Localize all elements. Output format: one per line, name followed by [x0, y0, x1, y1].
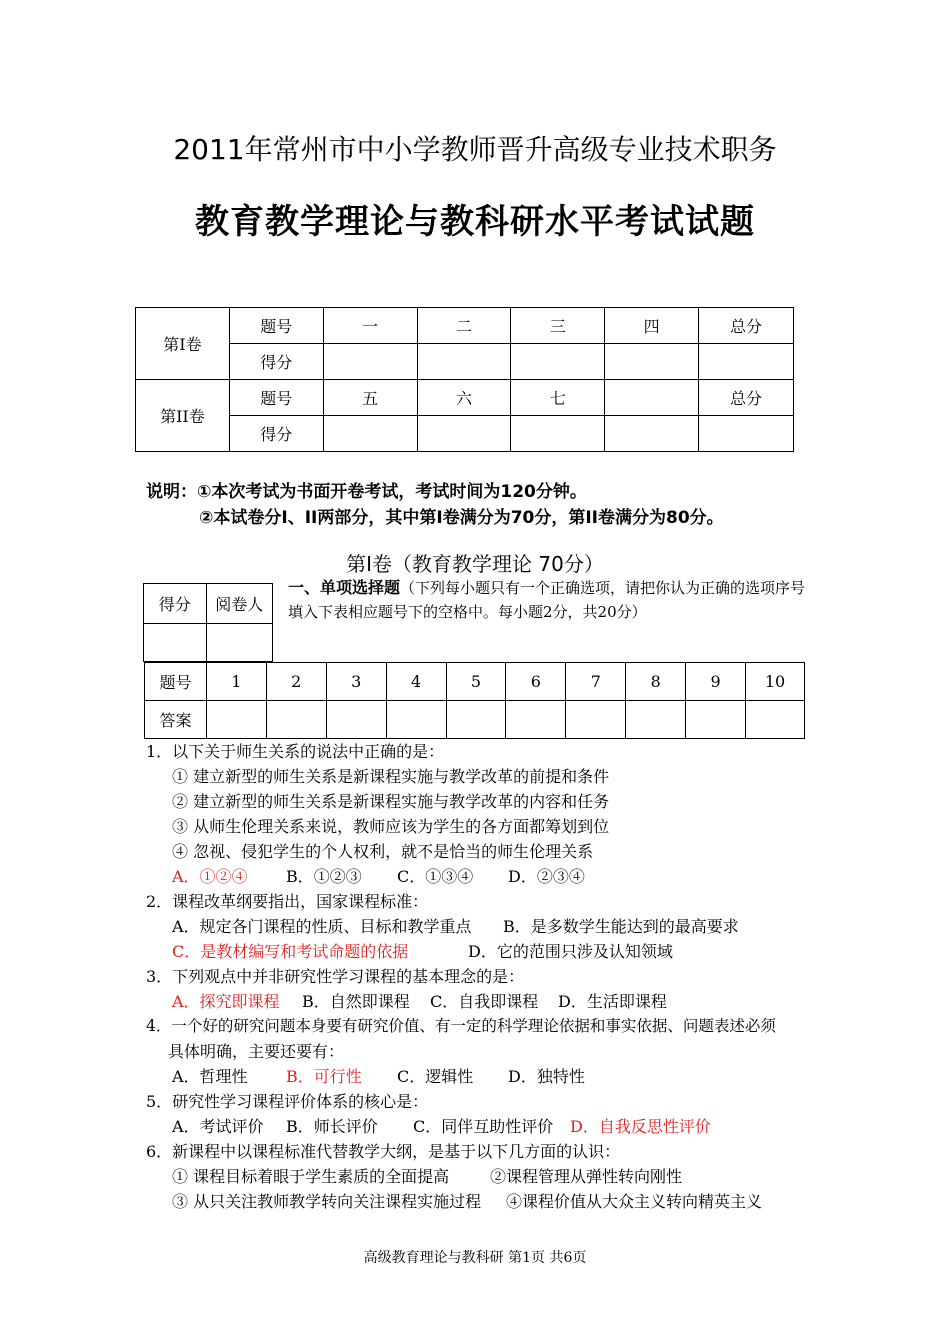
q6-option-1: ① 课程目标着眼于学生素质的全面提高 — [172, 1167, 450, 1186]
score-cell[interactable] — [605, 344, 699, 380]
page-footer: 高级教育理论与教科研 第1页 共6页 — [363, 1250, 587, 1266]
grader-score-cell[interactable] — [144, 624, 207, 662]
q5-choice-b: B．师长评价 — [286, 1117, 378, 1136]
answer-cell[interactable] — [386, 701, 446, 739]
notes-line2: ②本试卷分I、II两部分，其中第I卷满分为70分，第II卷满分为80分。 — [199, 508, 724, 528]
col-header: 一 — [323, 308, 417, 344]
answer-num: 6 — [506, 663, 566, 701]
col-header: 二 — [417, 308, 511, 344]
q1-option-1: ① 建立新型的师生关系是新课程实施与教学改革的前提和条件 — [172, 767, 610, 786]
answer-num: 1 — [206, 663, 266, 701]
answer-num: 7 — [566, 663, 626, 701]
vol1-label: 第I卷 — [136, 308, 230, 380]
answer-cell[interactable] — [746, 701, 805, 739]
q4-stem-cont: 具体明确，主要还要有： — [168, 1042, 345, 1061]
q1-choice-d: D．②③④ — [508, 867, 585, 886]
q2-choice-d: D．它的范围只涉及认知领域 — [468, 942, 673, 961]
q5-stem: 5．研究性学习课程评价体系的核心是： — [146, 1092, 429, 1111]
part-instruction — [288, 576, 818, 624]
row-num-label: 题号 — [229, 380, 323, 416]
grader-table — [143, 583, 273, 662]
answer-cell[interactable] — [446, 701, 506, 739]
col-header: 七 — [511, 380, 605, 416]
answer-num: 10 — [746, 663, 805, 701]
title-line1: 2011年常州市中小学教师晋升高级专业技术职务 — [173, 133, 777, 166]
q4-choice-c: C．逻辑性 — [397, 1067, 474, 1086]
answer-table — [144, 662, 805, 739]
answer-cell[interactable] — [506, 701, 566, 739]
q6-option-3: ③ 从只关注教师教学转向关注课程实施过程 — [172, 1192, 482, 1211]
q6-stem: 6．新课程中以课程标准代替教学大纲，是基于以下几方面的认识： — [146, 1142, 621, 1161]
col-header: 三 — [511, 308, 605, 344]
col-header: 六 — [417, 380, 511, 416]
vol2-label: 第II卷 — [136, 380, 230, 452]
q2-stem: 2．课程改革纲要指出，国家课程标准： — [146, 892, 429, 911]
part-instruction-text: （下列每小题只有一个正确选项，请把你认为正确的选项序号填入下表相应题号下的空格中。每小题2分，共20分） — [288, 579, 806, 621]
row-score-label: 得分 — [229, 416, 323, 452]
answer-cell[interactable] — [266, 701, 326, 739]
answer-cell[interactable] — [626, 701, 686, 739]
notes-label: 说明： — [146, 482, 197, 502]
answer-num: 4 — [386, 663, 446, 701]
answer-cell[interactable] — [566, 701, 626, 739]
col-header — [605, 380, 699, 416]
answer-row-num-label: 题号 — [145, 663, 207, 701]
q1-choice-c: C．①③④ — [397, 867, 474, 886]
score-cell[interactable] — [323, 344, 417, 380]
score-cell[interactable] — [417, 416, 511, 452]
q4-stem: 4．一个好的研究问题本身要有研究价值、有一定的科学理论依据和事实依据、问题表述必须 — [146, 1017, 776, 1035]
score-cell[interactable] — [699, 344, 794, 380]
q3-stem: 3．下列观点中并非研究性学习课程的基本理念的是： — [146, 967, 525, 986]
q3-choice-b: B．自然即课程 — [302, 992, 410, 1011]
answer-cell[interactable] — [206, 701, 266, 739]
q1-option-4: ④ 忽视、侵犯学生的个人权利，就不是恰当的师生伦理关系 — [172, 842, 594, 861]
score-cell[interactable] — [417, 344, 511, 380]
part-heading: 一、单项选择题 — [288, 578, 401, 597]
notes-line1: ①本次考试为书面开卷考试，考试时间为120分钟。 — [197, 482, 587, 502]
q1-option-2: ② 建立新型的师生关系是新课程实施与教学改革的内容和任务 — [172, 792, 610, 811]
answer-cell[interactable] — [326, 701, 386, 739]
q2-choice-c: C．是教材编写和考试命题的依据 — [172, 942, 409, 961]
q3-choice-d: D．生活即课程 — [558, 992, 667, 1011]
score-table — [135, 307, 794, 452]
score-cell[interactable] — [605, 416, 699, 452]
q4-choice-a: A．哲理性 — [172, 1067, 248, 1086]
title-line2: 教育教学理论与教科研水平考试试题 — [195, 202, 755, 242]
answer-num: 5 — [446, 663, 506, 701]
q6-option-4: ④课程价值从大众主义转向精英主义 — [506, 1192, 763, 1211]
answer-num: 9 — [686, 663, 746, 701]
q1-choice-a: A．①②④ — [172, 867, 248, 886]
q5-choice-d: D．自我反思性评价 — [570, 1117, 711, 1136]
answer-row-ans-label: 答案 — [145, 701, 207, 739]
q3-choice-c: C．自我即课程 — [430, 992, 539, 1011]
col-header: 五 — [323, 380, 417, 416]
answer-num: 3 — [326, 663, 386, 701]
q5-choice-a: A．考试评价 — [172, 1117, 264, 1136]
row-score-label: 得分 — [229, 344, 323, 380]
grader-score-label: 得分 — [144, 584, 207, 624]
section-title: 第I卷（教育教学理论 70分） — [346, 552, 604, 576]
notes-block — [146, 477, 587, 502]
q3-choice-a: A．探究即课程 — [172, 992, 280, 1011]
grader-reviewer-cell[interactable] — [206, 624, 272, 662]
score-cell[interactable] — [699, 416, 794, 452]
answer-cell[interactable] — [686, 701, 746, 739]
q4-choice-d: D．独特性 — [508, 1067, 585, 1086]
answer-num: 8 — [626, 663, 686, 701]
q1-choice-b: B．①②③ — [286, 867, 362, 886]
q5-choice-c: C．同伴互助性评价 — [413, 1117, 554, 1136]
q4-choice-b: B．可行性 — [286, 1067, 362, 1086]
grader-reviewer-label: 阅卷人 — [206, 584, 272, 624]
q2-choice-b: B．是多数学生能达到的最高要求 — [503, 917, 739, 936]
q6-option-2: ②课程管理从弹性转向刚性 — [490, 1167, 683, 1186]
score-cell[interactable] — [511, 344, 605, 380]
q2-choice-a: A．规定各门课程的性质、目标和教学重点 — [172, 917, 472, 936]
score-cell[interactable] — [511, 416, 605, 452]
col-header: 四 — [605, 308, 699, 344]
answer-num: 2 — [266, 663, 326, 701]
score-cell[interactable] — [323, 416, 417, 452]
q1-option-3: ③ 从师生伦理关系来说，教师应该为学生的各方面都筹划到位 — [172, 817, 610, 836]
row-num-label: 题号 — [229, 308, 323, 344]
q1-stem: 1．以下关于师生关系的说法中正确的是： — [146, 742, 445, 761]
col-header: 总分 — [699, 308, 794, 344]
col-header: 总分 — [699, 380, 794, 416]
